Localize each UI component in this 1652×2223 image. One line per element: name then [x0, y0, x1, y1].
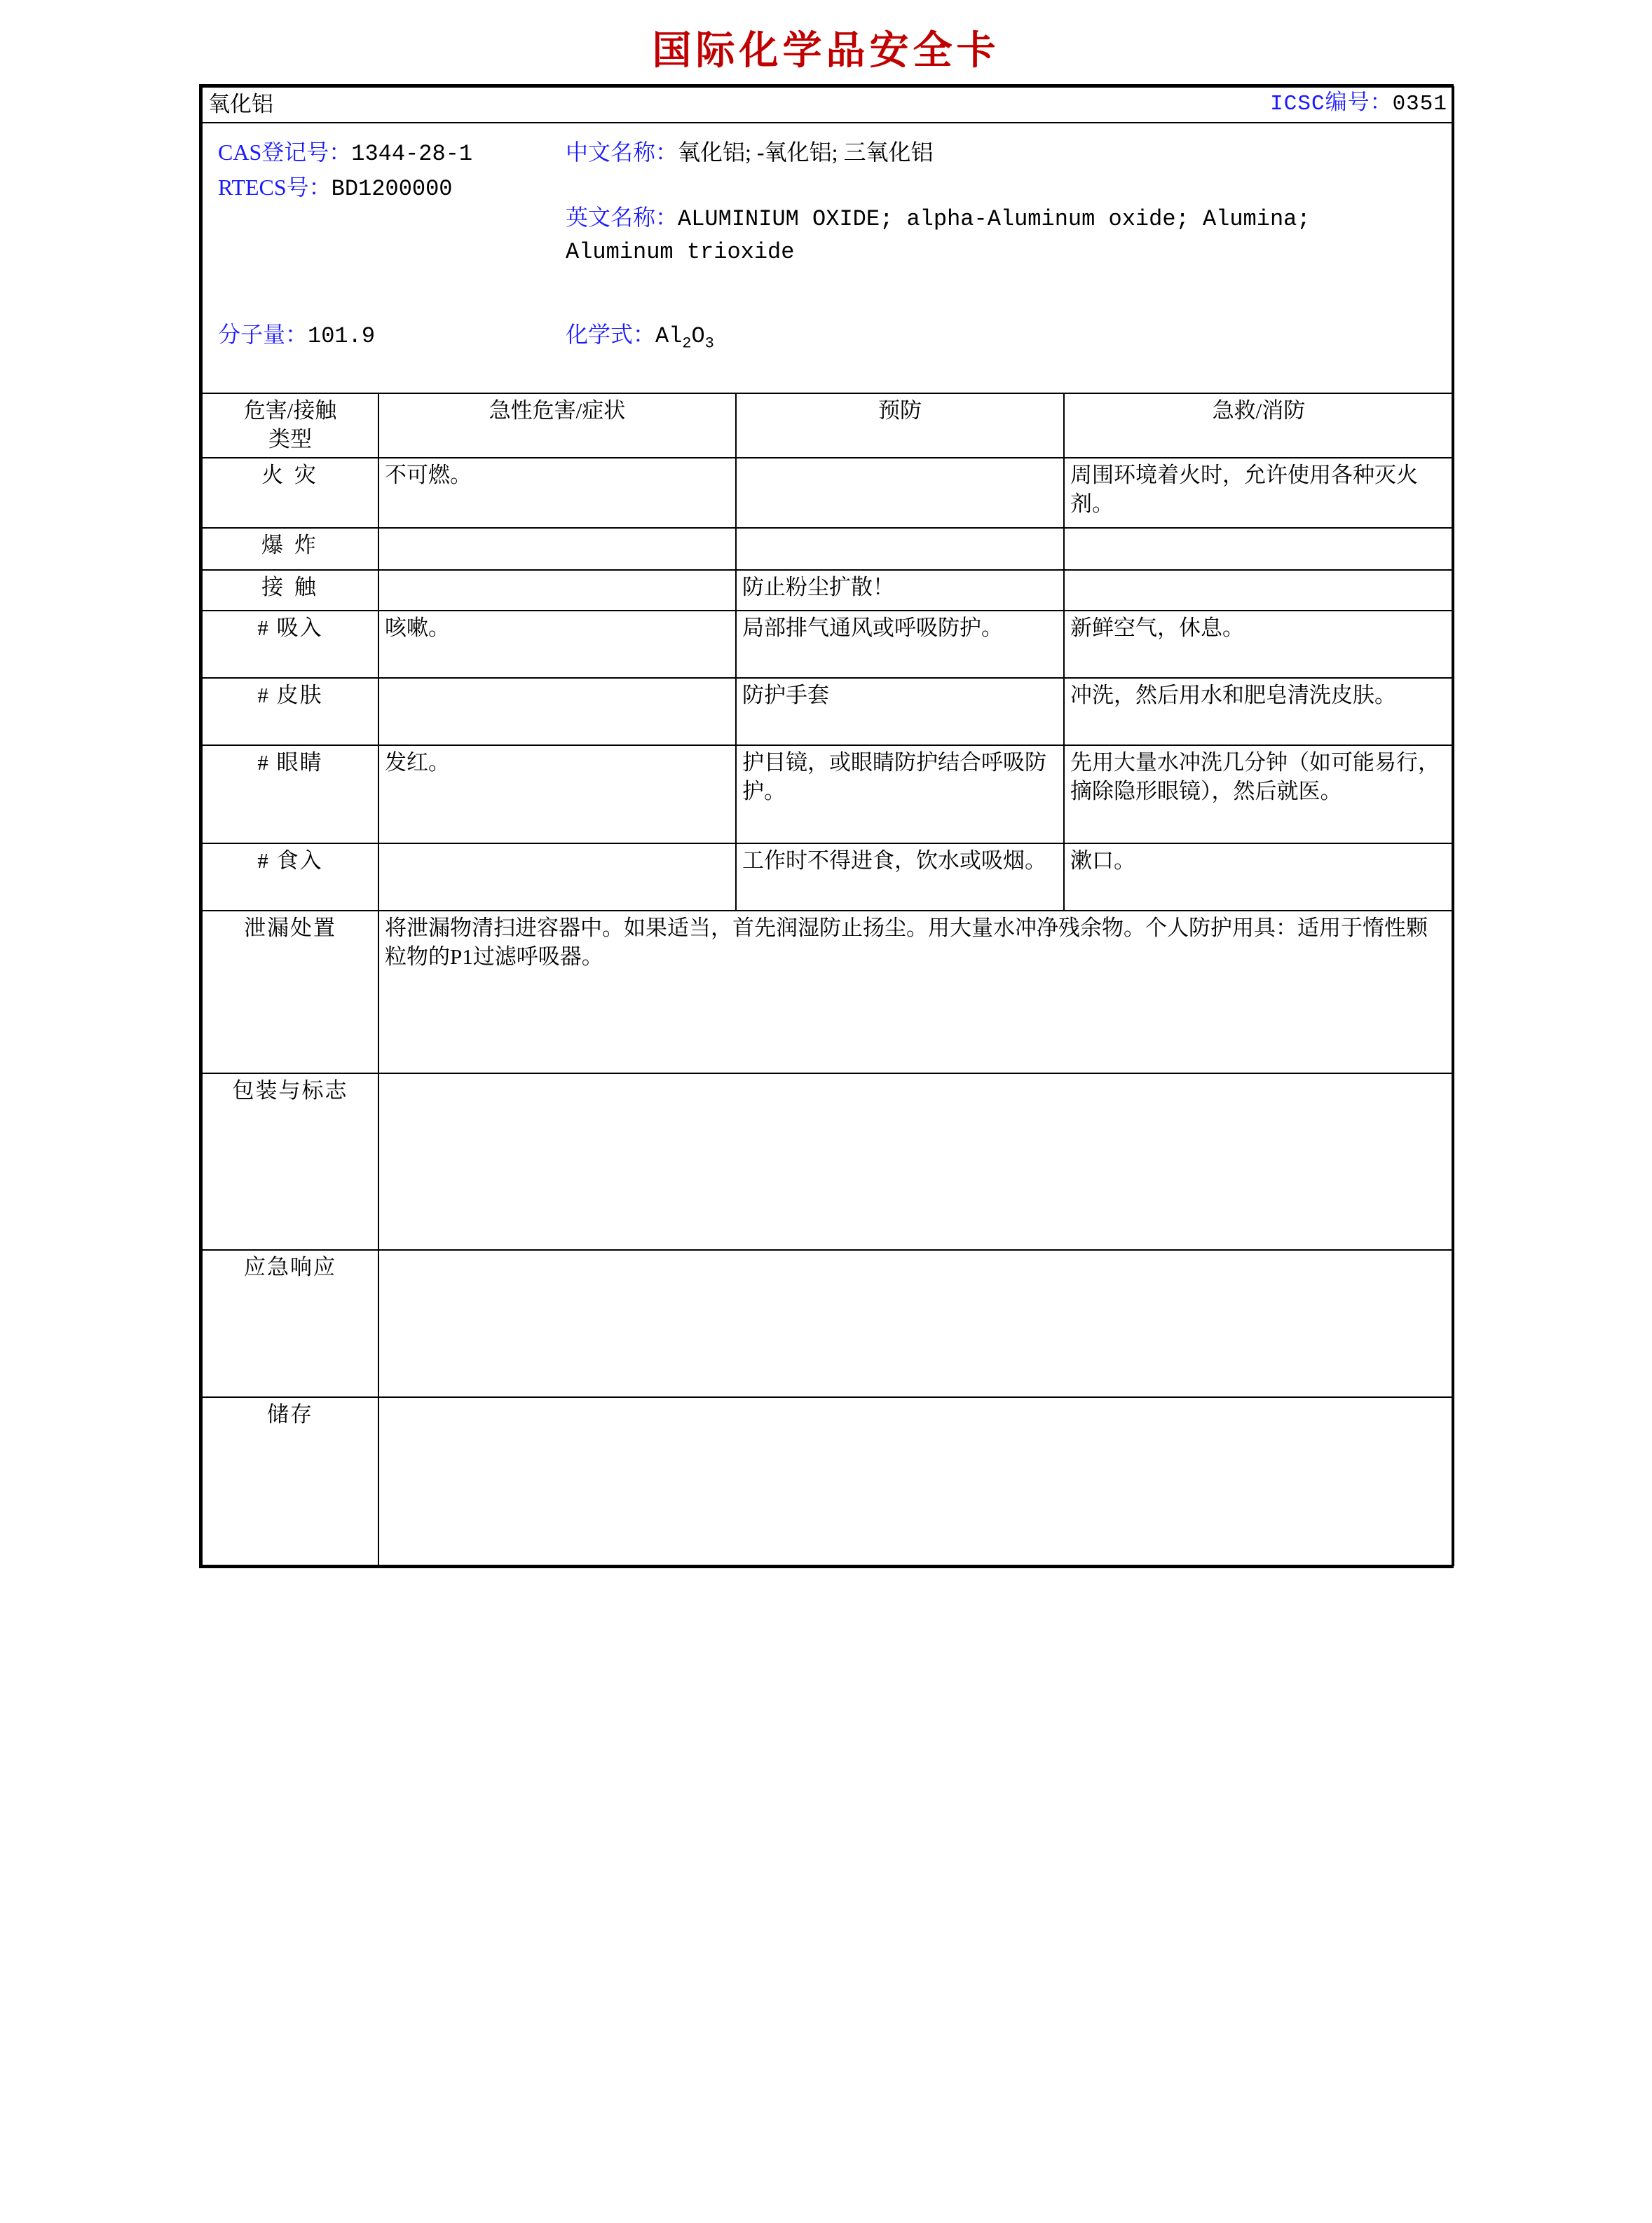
table-row	[202, 843, 1454, 911]
section-body-packaging	[378, 1073, 1454, 1250]
row-label-explosion: 爆 炸	[202, 528, 378, 570]
ingestion-symptoms	[378, 843, 736, 911]
formula-sub1: 2	[682, 334, 692, 353]
exposure-prevention: 防止粉尘扩散！	[736, 570, 1064, 611]
chemical-formula-label: 化学式：	[566, 321, 656, 347]
page-title: 国际化学品安全卡	[652, 29, 1000, 73]
substance-name: 氧化铝	[202, 87, 736, 123]
explosion-firstaid	[1064, 528, 1454, 570]
col-header-prevention: 预防	[736, 393, 1064, 458]
molecular-weight-value: 101.9	[308, 322, 376, 349]
english-name-label: 英文名称：	[566, 204, 678, 230]
section-row-packaging	[202, 1073, 1454, 1250]
section-label-spillage: 泄漏处置	[202, 911, 378, 1073]
skin-prevention: 防护手套	[736, 678, 1064, 745]
molecular-weight-label: 分子量：	[218, 321, 308, 347]
inhalation-prevention: 局部排气通风或呼吸防护。	[736, 611, 1064, 678]
row-label-exposure: 接 触	[202, 570, 378, 611]
fire-firstaid: 周围环境着火时，允许使用各种灭火剂。	[1064, 458, 1454, 528]
section-label-storage: 储存	[202, 1397, 378, 1565]
eyes-firstaid: 先用大量水冲洗几分钟（如可能易行，摘除隐形眼镜），然后就医。	[1064, 745, 1454, 843]
section-body-emergency	[378, 1250, 1454, 1397]
skin-symptoms	[378, 678, 736, 745]
table-row	[202, 570, 1454, 611]
col-header-firstaid: 急救/消防	[1064, 393, 1454, 458]
section-label-packaging: 包装与标志	[202, 1073, 378, 1250]
molecular-weight	[218, 320, 375, 351]
section-row-spillage	[202, 911, 1454, 1073]
english-name-value: ALUMINIUM OXIDE; alpha-Aluminum oxide; Alumina; Aluminum trioxide	[566, 205, 1311, 266]
table-row	[202, 678, 1454, 745]
col-header-symptoms: 急性危害/症状	[378, 393, 736, 458]
inhalation-symptoms: 咳嗽。	[378, 611, 736, 678]
ingestion-firstaid: 漱口。	[1064, 843, 1454, 911]
row-label-ingestion: # 食入	[202, 843, 378, 911]
eyes-symptoms: 发红。	[378, 745, 736, 843]
row-label-fire: 火 灾	[202, 458, 378, 528]
row-label-eyes: # 眼睛	[202, 745, 378, 843]
identity-row	[202, 123, 1454, 393]
rtecs-number	[218, 172, 453, 204]
cas-value: 1344-28-1	[351, 140, 473, 167]
rtecs-value: BD1200000	[331, 175, 453, 202]
skin-firstaid: 冲洗，然后用水和肥皂清洗皮肤。	[1064, 678, 1454, 745]
fire-prevention	[736, 458, 1064, 528]
formula-prefix: Al	[655, 322, 683, 349]
explosion-symptoms	[378, 528, 736, 570]
cas-number	[218, 137, 472, 169]
eyes-prevention: 护目镜，或眼睛防护结合呼吸防护。	[736, 745, 1064, 843]
column-header-row	[202, 393, 1454, 458]
formula-mid: O	[691, 322, 705, 349]
card-header-row	[202, 87, 1454, 123]
row-label-inhalation: # 吸入	[202, 611, 378, 678]
english-name	[566, 202, 1323, 268]
rtecs-label: RTECS号：	[218, 174, 332, 200]
table-row	[202, 458, 1454, 528]
cas-label: CAS登记号：	[218, 139, 352, 165]
chemical-formula	[566, 320, 714, 354]
exposure-symptoms	[378, 570, 736, 611]
chinese-name	[566, 137, 933, 167]
icsc-number: 0351	[1392, 92, 1447, 116]
fire-symptoms: 不可燃。	[378, 458, 736, 528]
formula-sub2: 3	[704, 334, 714, 353]
section-row-storage	[202, 1397, 1454, 1565]
chinese-name-value: 氧化铝; -氧化铝; 三氧化铝	[678, 139, 934, 165]
row-label-skin: # 皮肤	[202, 678, 378, 745]
ingestion-prevention: 工作时不得进食，饮水或吸烟。	[736, 843, 1064, 911]
section-body-spillage: 将泄漏物清扫进容器中。如果适当，首先润湿防止扬尘。用大量水冲净残余物。个人防护用具：适用于惰性颗粒物的P1过滤呼吸器。	[378, 911, 1454, 1073]
col-header-hazard-line2: 类型	[268, 426, 312, 451]
section-label-emergency: 应急响应	[202, 1250, 378, 1397]
section-row-emergency	[202, 1250, 1454, 1397]
section-body-storage	[378, 1397, 1454, 1565]
icsc-number-cell	[736, 87, 1454, 123]
table-row	[202, 611, 1454, 678]
col-header-hazard-line1: 危害/接触	[243, 397, 337, 423]
icsc-label: ICSC编号：	[1270, 92, 1393, 116]
col-header-hazard-type	[202, 393, 378, 458]
inhalation-firstaid: 新鲜空气，休息。	[1064, 611, 1454, 678]
safety-card-table	[201, 86, 1454, 1566]
safety-card	[199, 84, 1454, 1568]
identity-block	[202, 123, 1454, 393]
table-row	[202, 745, 1454, 843]
chinese-name-label: 中文名称：	[566, 139, 678, 165]
exposure-firstaid	[1064, 570, 1454, 611]
table-row	[202, 528, 1454, 570]
explosion-prevention	[736, 528, 1064, 570]
